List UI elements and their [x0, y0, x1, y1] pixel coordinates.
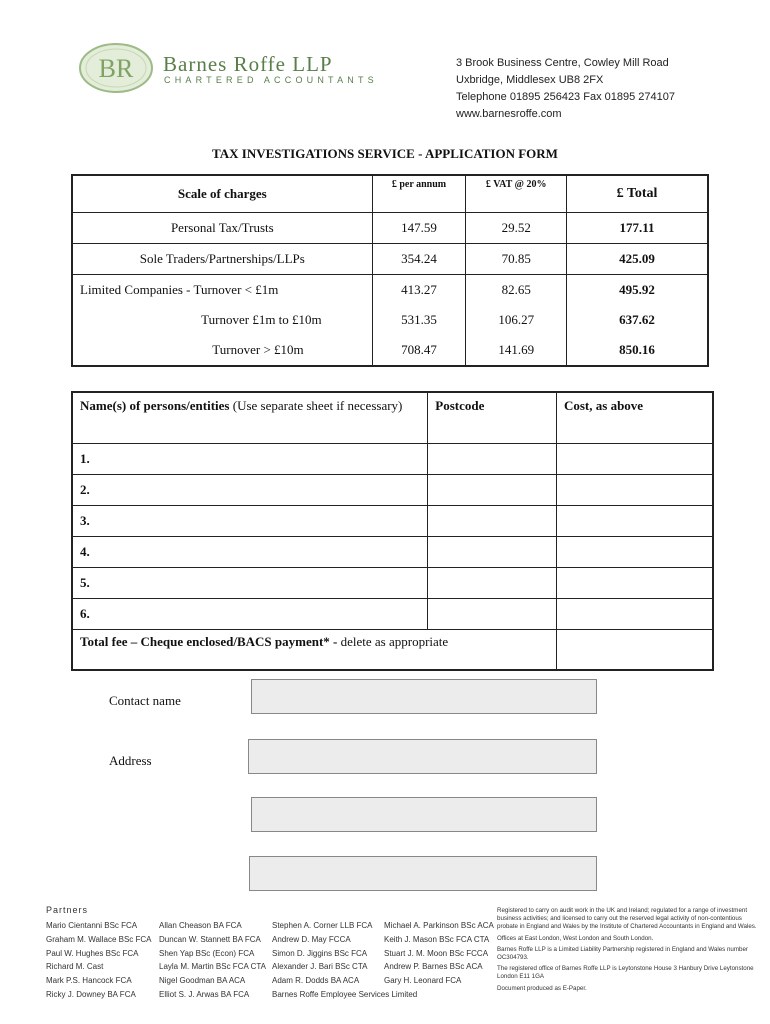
table-row	[72, 537, 713, 568]
names-header	[72, 392, 428, 444]
address-field-line-1[interactable]	[248, 739, 597, 774]
col-header-scale: Scale of charges	[72, 175, 372, 213]
partner-name: Shen Yap BSc (Econ) FCA	[159, 948, 255, 958]
postcode-entry-5[interactable]	[428, 568, 557, 599]
partner-name: Gary H. Leonard FCA	[384, 976, 462, 986]
table-row	[72, 444, 713, 475]
partner-name: Richard M. Cast	[46, 962, 104, 972]
charge-label: Sole Traders/Partnerships/LLPs	[72, 244, 372, 275]
address-line: Uxbridge, Middlesex UB8 2FX	[456, 74, 604, 86]
charge-total: 177.11	[567, 213, 708, 244]
postcode-entry-1[interactable]	[428, 444, 557, 475]
charge-label: Turnover > £10m	[212, 342, 304, 357]
address-label: Address	[109, 753, 152, 768]
charges-table	[71, 174, 709, 367]
total-fee-bold: Total fee – Cheque enclosed/BACS payment* -	[80, 634, 341, 649]
charge-total: 495.92	[567, 275, 708, 306]
partner-name: Elliot S. J. Arwas BA FCA	[159, 989, 250, 999]
charge-per-annum: 531.35	[372, 305, 466, 335]
partner-name: Alexander J. Bari BSc CTA	[272, 962, 368, 972]
cost-entry-1[interactable]	[556, 444, 713, 475]
cost-entry-2[interactable]	[556, 475, 713, 506]
partner-name: Mark P.S. Hancock FCA	[46, 976, 132, 986]
partner-name: Nigel Goodman BA ACA	[159, 976, 246, 986]
col-header-total: £ Total	[567, 175, 708, 213]
name-entry-2[interactable]: 2.	[72, 475, 428, 506]
partner-name: Simon D. Jiggins BSc FCA	[272, 948, 368, 958]
charge-per-annum: 354.24	[372, 244, 466, 275]
partners-heading: Partners	[46, 905, 89, 915]
names-header-bold: Name(s) of persons/entities	[80, 398, 230, 413]
charge-total: 425.09	[567, 244, 708, 275]
postcode-header: Postcode	[428, 392, 557, 444]
charge-vat: 106.27	[466, 305, 567, 335]
charge-vat: 70.85	[466, 244, 567, 275]
table-row	[72, 599, 713, 630]
table-row	[72, 506, 713, 537]
legal-paragraph: The registered office of Barnes Roffe LLP is Leytonstone House 3 Hanbury Drive Leytonstone London E11 1GA	[497, 965, 754, 981]
contact-name-label: Contact name	[109, 693, 181, 708]
total-fee-label	[72, 630, 556, 671]
col-header-per-annum: £ per annum	[372, 175, 466, 213]
partners-column-2	[159, 919, 266, 1002]
charge-label: Limited Companies - Turnover < £1m	[80, 282, 279, 297]
postcode-entry-3[interactable]	[428, 506, 557, 537]
name-entry-5[interactable]: 5.	[72, 568, 428, 599]
postcode-entry-4[interactable]	[428, 537, 557, 568]
charges-row	[72, 275, 708, 306]
partner-name: Adam R. Dodds BA ACA	[272, 976, 360, 986]
partner-name: Michael A. Parkinson BSc ACA	[384, 921, 494, 930]
partner-name: Paul W. Hughes BSc FCA	[46, 948, 139, 958]
partner-name: Andrew D. May FCCA	[272, 934, 351, 944]
legal-paragraph: Barnes Roffe LLP is a Limited Liability Partnership registered in England and Wales number OC304793.	[497, 945, 748, 962]
total-fee-value[interactable]	[556, 630, 713, 671]
charge-total: 850.16	[567, 335, 708, 366]
charge-per-annum: 413.27	[372, 275, 466, 306]
charges-row	[72, 305, 708, 335]
name-entry-3[interactable]: 3.	[72, 506, 428, 537]
charges-header-row	[72, 175, 708, 213]
name-entry-4[interactable]: 4.	[72, 537, 428, 568]
form-title: TAX INVESTIGATIONS SERVICE - APPLICATION FORM	[212, 146, 558, 161]
firm-logo	[78, 42, 154, 94]
address-line: www.barnesroffe.com	[456, 108, 562, 120]
cost-entry-4[interactable]	[556, 537, 713, 568]
firm-subtitle: CHARTERED ACCOUNTANTS	[164, 75, 378, 85]
table-row	[72, 475, 713, 506]
charge-label: Personal Tax/Trusts	[72, 213, 372, 244]
address-line: 3 Brook Business Centre, Cowley Mill Road	[456, 57, 669, 69]
col-header-vat: £ VAT @ 20%	[466, 175, 567, 213]
postcode-entry-6[interactable]	[428, 599, 557, 630]
partner-name: Stuart J. M. Moon BSc FCCA	[384, 948, 489, 958]
partner-name: Graham M. Wallace BSc FCA	[46, 934, 152, 944]
charge-total: 637.62	[567, 305, 708, 335]
charge-per-annum: 708.47	[372, 335, 466, 366]
contact-name-field[interactable]	[251, 679, 597, 714]
address-field-line-2[interactable]	[251, 797, 597, 832]
postcode-entry-2[interactable]	[428, 475, 557, 506]
cost-header: Cost, as above	[556, 392, 713, 444]
cost-entry-5[interactable]	[556, 568, 713, 599]
table-row	[72, 568, 713, 599]
address-line: Telephone 01895 256423 Fax 01895 274107	[456, 91, 675, 103]
name-entry-1[interactable]: 1.	[72, 444, 428, 475]
names-table	[71, 391, 714, 671]
partner-name: Keith J. Mason BSc FCA CTA	[384, 934, 490, 944]
legal-paragraph: Registered to carry on audit work in the UK and Ireland; regulated for a range of investment business activities; and licensed to carry out the reserved legal activity of non-contentious probate in England and Wales by the Institute of Chartered Accountants in England and Wales.	[497, 907, 757, 931]
cost-entry-6[interactable]	[556, 599, 713, 630]
total-fee-row	[72, 630, 713, 671]
cost-entry-3[interactable]	[556, 506, 713, 537]
partner-name: Mario Cientanni BSc FCA	[46, 921, 138, 930]
charge-vat: 141.69	[466, 335, 567, 366]
charges-row	[72, 244, 708, 275]
partner-name: Ricky J. Downey BA FCA	[46, 989, 136, 999]
logo-monogram: BR	[98, 54, 134, 83]
partners-column-4	[384, 919, 494, 988]
legal-paragraph: Offices at East London, West London and South London.	[497, 934, 654, 942]
partner-name: Stephen A. Corner LLB FCA	[272, 921, 373, 930]
charge-label: Turnover £1m to £10m	[201, 312, 322, 327]
charge-vat: 29.52	[466, 213, 567, 244]
name-entry-6[interactable]: 6.	[72, 599, 428, 630]
partner-name: Barnes Roffe Employee Services Limited	[272, 989, 418, 999]
names-header-note: (Use separate sheet if necessary)	[229, 398, 403, 413]
charge-per-annum: 147.59	[372, 213, 466, 244]
charge-vat: 82.65	[466, 275, 567, 306]
address-field-line-3[interactable]	[249, 856, 597, 891]
partners-column-1	[46, 919, 152, 1002]
firm-name: Barnes Roffe LLP	[163, 52, 333, 76]
names-header-row	[72, 392, 713, 444]
total-fee-note: delete as appropriate	[340, 634, 449, 649]
charges-row	[72, 213, 708, 244]
partner-name: Layla M. Martin BSc FCA CTA	[159, 962, 266, 972]
legal-paragraph: Document produced as E-Paper.	[497, 984, 587, 992]
legal-notice	[497, 907, 757, 996]
partner-name: Allan Cheason BA FCA	[159, 921, 242, 930]
charges-row	[72, 335, 708, 366]
partner-name: Andrew P. Barnes BSc ACA	[384, 962, 483, 972]
partner-name: Duncan W. Stannett BA FCA	[159, 934, 261, 944]
firm-address	[456, 55, 675, 123]
